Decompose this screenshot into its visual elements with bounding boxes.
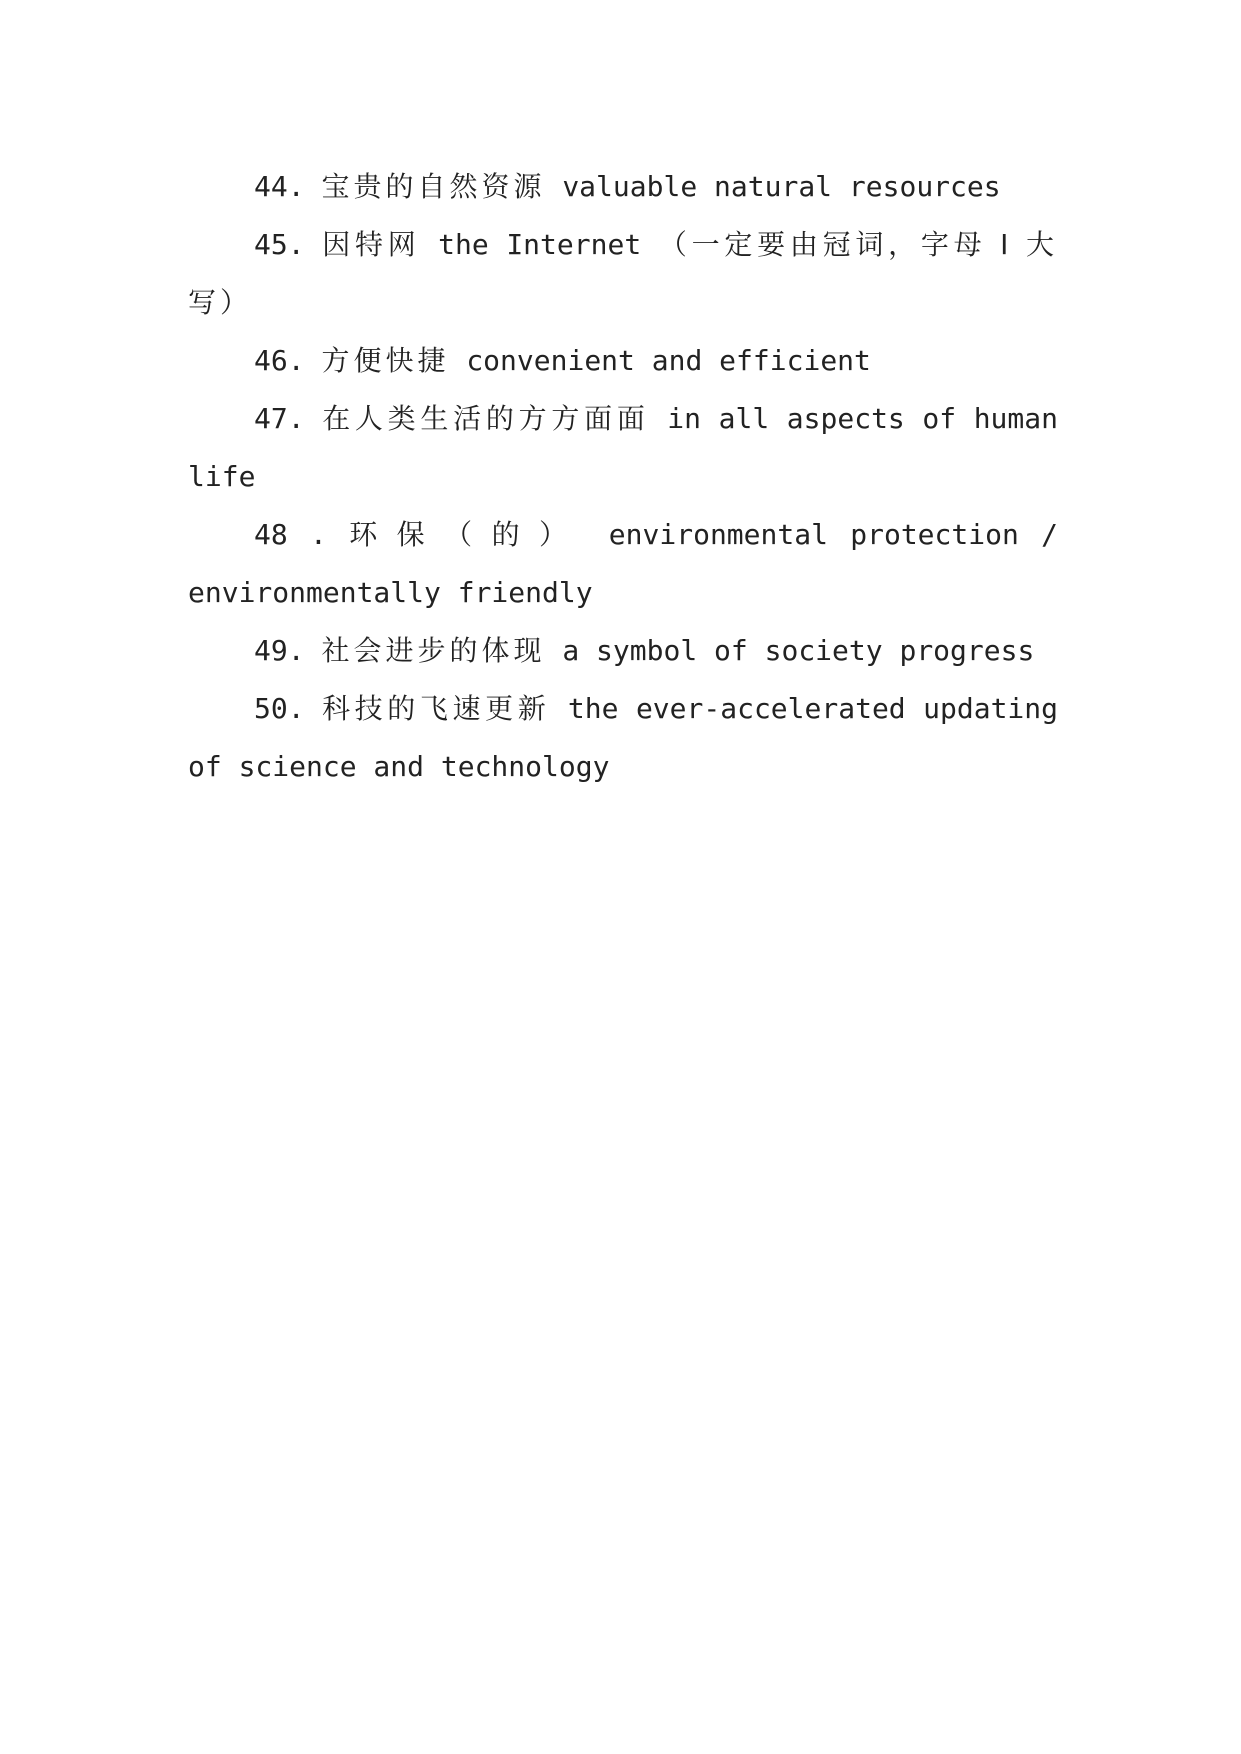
item-number: 49.	[254, 634, 305, 667]
item-number: 44.	[254, 170, 305, 203]
item-number: 46.	[254, 344, 305, 377]
list-item	[188, 216, 1058, 332]
list-item	[188, 332, 1058, 390]
item-note: （一定要由冠词，字母 I 大写）	[188, 228, 1059, 319]
item-number: 48 .	[254, 518, 327, 551]
english-term: the Internet	[438, 228, 642, 261]
chinese-term: 宝贵的自然资源	[321, 170, 546, 203]
list-item	[188, 506, 1058, 622]
list-item	[188, 680, 1058, 796]
english-term: convenient and efficient	[466, 344, 871, 377]
list-item	[188, 390, 1058, 506]
list-item	[188, 622, 1058, 680]
vocabulary-list	[188, 158, 1058, 796]
chinese-term: 因特网	[322, 228, 421, 261]
list-item	[188, 158, 1058, 216]
english-term: valuable natural resources	[562, 170, 1001, 203]
english-term: the ever-accelerated updating of science and technology	[188, 692, 1058, 783]
chinese-term: 在人类生活的方方面面	[322, 402, 650, 435]
chinese-term: 科技的飞速更新	[322, 692, 551, 725]
item-number: 45.	[254, 228, 305, 261]
english-term: a symbol of society progress	[562, 634, 1035, 667]
english-term: in all aspects of human life	[188, 402, 1058, 493]
chinese-term: 环保（的）	[349, 518, 587, 551]
item-number: 47.	[254, 402, 305, 435]
item-number: 50.	[254, 692, 305, 725]
chinese-term: 社会进步的体现	[321, 634, 546, 667]
english-term: environmental protection / environmentally friendly	[188, 518, 1058, 609]
chinese-term: 方便快捷	[321, 344, 450, 377]
